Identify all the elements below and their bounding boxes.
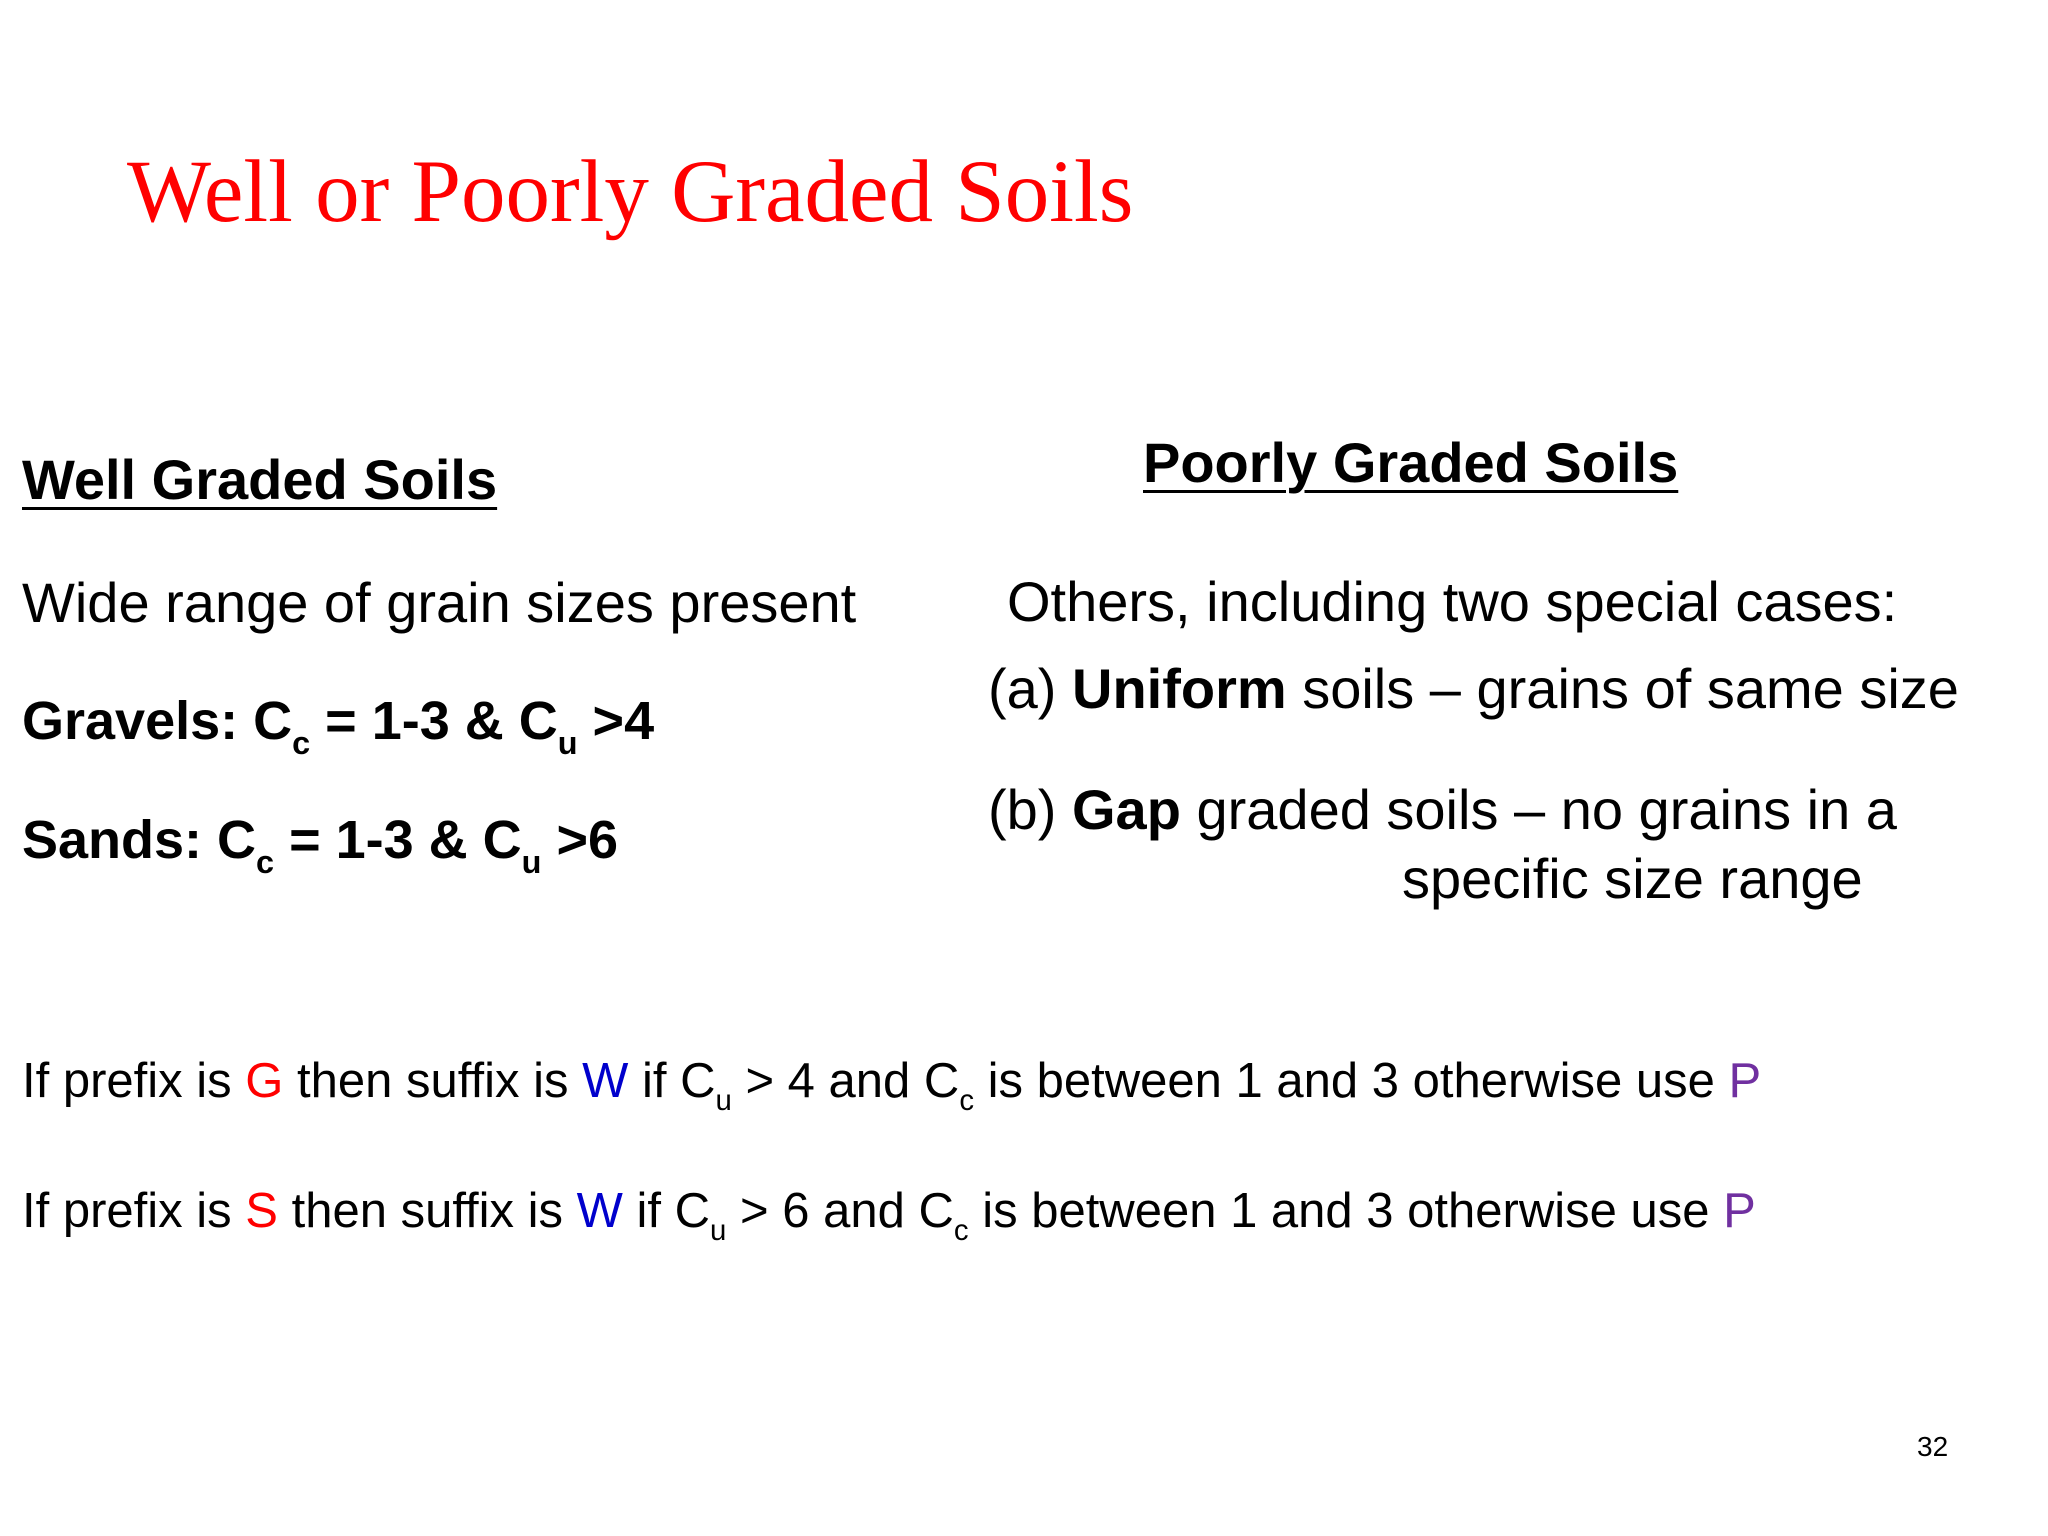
sands-label: Sands: C [22,810,257,870]
rule-cond: is between 1 and 3 otherwise use [968,1184,1724,1238]
gravel-suffix-rule [22,1054,1762,1118]
rule-start: If prefix is [22,1184,246,1238]
gravels-label: Gravels: C [22,691,293,751]
well-graded-heading: Well Graded Soils [22,448,498,511]
rule-cond: if C [628,1054,716,1108]
suffix-letter-p: P [1728,1054,1762,1108]
gap-keyword: Gap [1072,778,1181,841]
rule-cond: if C [622,1184,711,1238]
poorly-graded-heading: Poorly Graded Soils [1143,431,1679,494]
cu-subscript: u [521,843,542,880]
case-b-text: graded soils – no grains in a [1180,778,1897,841]
gravels-limit: >4 [577,691,655,751]
sand-suffix-rule [22,1184,1756,1248]
rule-cond: > 4 and C [731,1054,960,1108]
rule-mid: then suffix is [283,1054,583,1108]
case-b-prefix: (b) [988,778,1072,841]
cc-subscript: c [292,724,311,761]
rule-start: If prefix is [22,1054,246,1108]
suffix-letter-p: P [1723,1184,1756,1238]
gravels-range: = 1-3 & C [310,691,558,751]
cc-subscript: c [256,843,275,880]
case-a-text: soils – grains of same size [1286,657,1959,720]
poorly-graded-description: Others, including two special cases: [1007,570,1898,633]
gap-graded-continuation: specific size range [1402,847,1863,910]
rule-mid: then suffix is [277,1184,577,1238]
cu-subscript: u [557,724,578,761]
sands-criteria [22,810,619,880]
page-number: 32 [1917,1431,1949,1462]
rule-cond: is between 1 and 3 otherwise use [974,1054,1729,1108]
well-graded-description: Wide range of grain sizes present [22,571,857,634]
cu-subscript: u [715,1084,732,1118]
suffix-letter-w: W [582,1054,629,1108]
rule-cond: > 6 and C [726,1184,954,1238]
uniform-keyword: Uniform [1072,657,1287,720]
cc-subscript: c [953,1214,969,1248]
gravels-criteria [22,691,655,761]
cc-subscript: c [959,1084,975,1118]
case-a-prefix: (a) [988,657,1072,720]
sands-range: = 1-3 & C [274,810,522,870]
uniform-case [988,657,1959,720]
suffix-letter-w: W [576,1184,623,1238]
gap-graded-case [988,778,1897,841]
cu-subscript: u [710,1214,727,1248]
sands-limit: >6 [541,810,619,870]
slide-title: Well or Poorly Graded Soils [127,143,1134,241]
prefix-letter-g: G [245,1054,284,1108]
prefix-letter-s: S [245,1184,278,1238]
